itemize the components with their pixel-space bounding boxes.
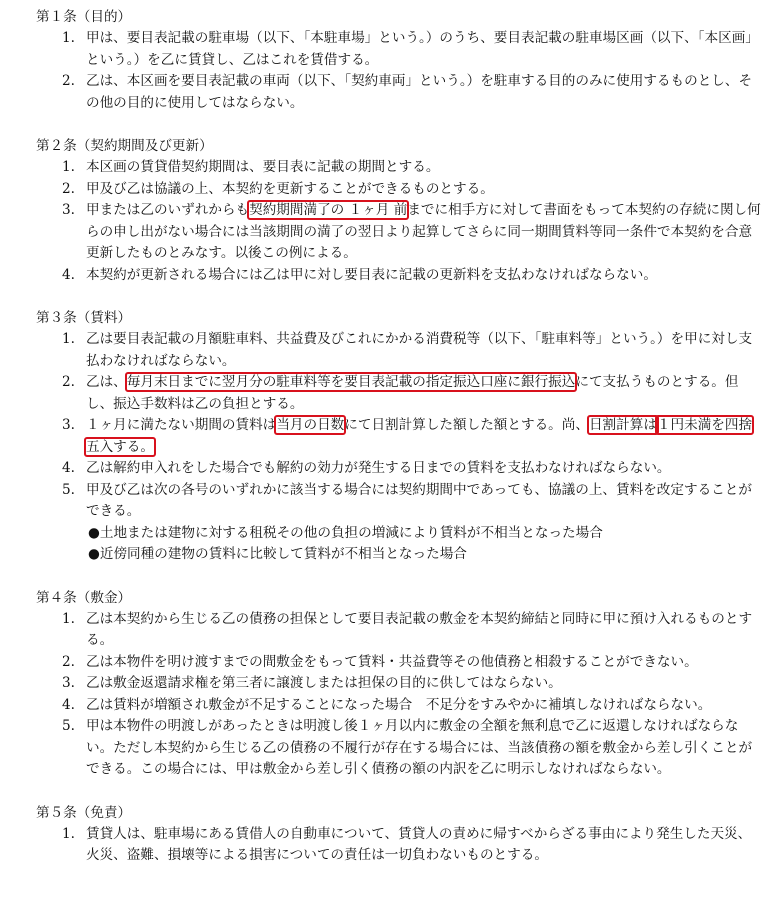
highlighted-phrase: 契約期間満了の １ヶ月 前 xyxy=(249,202,408,218)
highlighted-phrase: 日割計算は xyxy=(588,417,657,433)
clause-text: 乙は本契約から生じる乙の債務の担保として要目表記載の敷金を本契約締結と同時に甲に預け入れるものとする。 xyxy=(86,610,753,648)
clause-item xyxy=(0,329,784,372)
clause-text: にて日割計算した額した額とする。尚、 xyxy=(344,417,589,433)
clause-text: 賃貸人は、駐車場にある賃借人の自動車について、賃貸人の責めに帰すべからざる事由により発生した天災、火災、盗難、損壊等による損害についての責任は一切負わないものとする。 xyxy=(86,825,752,863)
clause-list xyxy=(0,824,784,867)
highlighted-phrase: 当月の日数 xyxy=(276,417,345,433)
clause-item xyxy=(0,157,784,179)
clause-text: 本区画の賃貸借契約期間は、要目表に記載の期間とする。 xyxy=(86,159,440,175)
highlighted-phrase: 毎月末日までに翌月分の駐車料等を要目表記載の指定振込口座に銀行振込 xyxy=(126,374,576,390)
clause-number: 1. xyxy=(62,331,75,347)
clause-text: 乙は本物件を明け渡すまでの間敷金をもって賃料・共益費等その他債務と相殺することができない。 xyxy=(86,653,698,670)
article-heading: 第３条（賃料） xyxy=(36,310,132,326)
article-heading: 第５条（免責） xyxy=(36,804,132,821)
article-5 xyxy=(0,802,784,867)
clause-item xyxy=(0,28,784,71)
contract-document xyxy=(0,6,784,867)
section-spacer xyxy=(0,566,784,587)
clause-number: 3. xyxy=(62,417,75,433)
clause-text: 甲及び乙は協議の上、本契約を更新することができるものとする。 xyxy=(86,180,494,197)
clause-item xyxy=(0,71,784,114)
clause-item xyxy=(0,265,784,287)
clause-text: 乙は解約申入れをした場合でも解約の効力が発生する日までの賃料を支払わなければならない。 xyxy=(86,460,671,476)
clause-number: 4. xyxy=(62,460,75,476)
section-spacer xyxy=(0,114,784,135)
clause-list xyxy=(0,28,784,114)
article-3 xyxy=(0,307,784,566)
article-2 xyxy=(0,135,784,286)
clause-text: までに相手方に対して書面をもって本契約の存続に関し何らの申し出がない場合には当該期間の満了の翌日より起算してさらに同一期間賃料等同一条件で本契約を合意更新したものとみなす。以後この例による。 xyxy=(86,202,761,261)
clause-item xyxy=(0,179,784,201)
clause-item xyxy=(0,480,784,523)
clause-list xyxy=(0,609,784,781)
clause-number: 4. xyxy=(62,696,75,713)
clause-item xyxy=(0,415,784,458)
clause-item xyxy=(0,372,784,415)
clause-text: １ヶ月に満たない期間の賃料は xyxy=(86,417,277,433)
clause-text: 甲は本物件の明渡しがあったときは明渡し後１ヶ月以内に敷金の全額を無利息で乙に返還しなければならない。ただし本契約から生じる乙の債務の不履行が存在する場合には、当該債務の額を敷金から差し引くことができる。この場合には、甲は敷金から差し引く債務の額の内訳を乙に明示しなければならない。 xyxy=(86,718,753,777)
clause-text: 乙は要目表記載の月額駐車料、共益費及びこれにかかる消費税等（以下、「駐車料等」という。）を甲に対し支払わなければならない。 xyxy=(86,331,753,369)
article-1 xyxy=(0,6,784,114)
clause-text: 本契約が更新される場合には乙は甲に対し要目表に記載の更新料を支払わなければならない。 xyxy=(86,266,657,283)
clause-number: 5. xyxy=(62,718,75,734)
clause-number: 5. xyxy=(62,481,75,498)
clause-list xyxy=(0,157,784,286)
clause-item xyxy=(0,673,784,695)
clause-item xyxy=(0,716,784,781)
clause-text: にて支払うものとする。但し、振込手数料は乙の負担とする。 xyxy=(86,374,739,412)
clause-item xyxy=(0,458,784,480)
highlighted-phrase: １円未満を四捨五入する。 xyxy=(86,417,753,455)
article-heading: 第４条（敷金） xyxy=(36,589,132,606)
clause-text: 乙は賃料が増額され敷金が不足することになった場合 不足分をすみやかに補填しなければならない。 xyxy=(86,696,712,713)
clause-text: 乙は敷金返還請求権を第三者に譲渡しまたは担保の目的に供してはならない。 xyxy=(86,675,562,691)
clause-item xyxy=(0,609,784,652)
clause-number: 1. xyxy=(62,610,75,627)
clause-number: 2. xyxy=(62,374,75,390)
clause-number: 3. xyxy=(62,675,75,691)
clause-item xyxy=(0,200,784,265)
section-spacer xyxy=(0,781,784,802)
clause-text: 甲は、要目表記載の駐車場（以下、「本駐車場」という。）のうち、要目表記載の駐車場区画（以下、「本区画」という。）を乙に賃貸し、乙はこれを賃借する。 xyxy=(86,30,759,68)
clause-number: 2. xyxy=(62,180,75,197)
clause-text: 甲または乙のいずれからも xyxy=(86,202,250,218)
bullet-item: ●近傍同種の建物の賃料に比較して賃料が不相当となった場合 xyxy=(88,546,467,562)
clause-item xyxy=(0,652,784,674)
clause-number: 3. xyxy=(62,202,75,218)
clause-number: 1. xyxy=(62,159,75,175)
clause-list xyxy=(0,329,784,523)
clause-text: 乙は、 xyxy=(86,374,127,390)
clause-text: 甲及び乙は次の各号のいずれかに該当する場合には契約期間中であっても、協議の上、賃料を改定することができる。 xyxy=(86,481,752,519)
clause-number: 4. xyxy=(62,266,75,283)
clause-number: 1. xyxy=(62,825,75,842)
article-heading: 第２条（契約期間及び更新） xyxy=(36,138,213,154)
bullet-item: ●土地または建物に対する租税その他の負担の増減により賃料が不相当となった場合 xyxy=(88,524,603,541)
section-spacer xyxy=(0,286,784,307)
clause-number: 1. xyxy=(62,30,75,46)
clause-text: 乙は、本区画を要目表記載の車両（以下、「契約車両」という。）を駐車する目的のみに使用するものとし、その他の目的に使用してはならない。 xyxy=(86,73,753,111)
clause-item xyxy=(0,695,784,717)
article-4 xyxy=(0,587,784,781)
clause-number: 2. xyxy=(62,653,75,670)
clause-item xyxy=(0,824,784,867)
clause-number: 2. xyxy=(62,73,75,89)
article-heading: 第１条（目的） xyxy=(36,9,132,25)
